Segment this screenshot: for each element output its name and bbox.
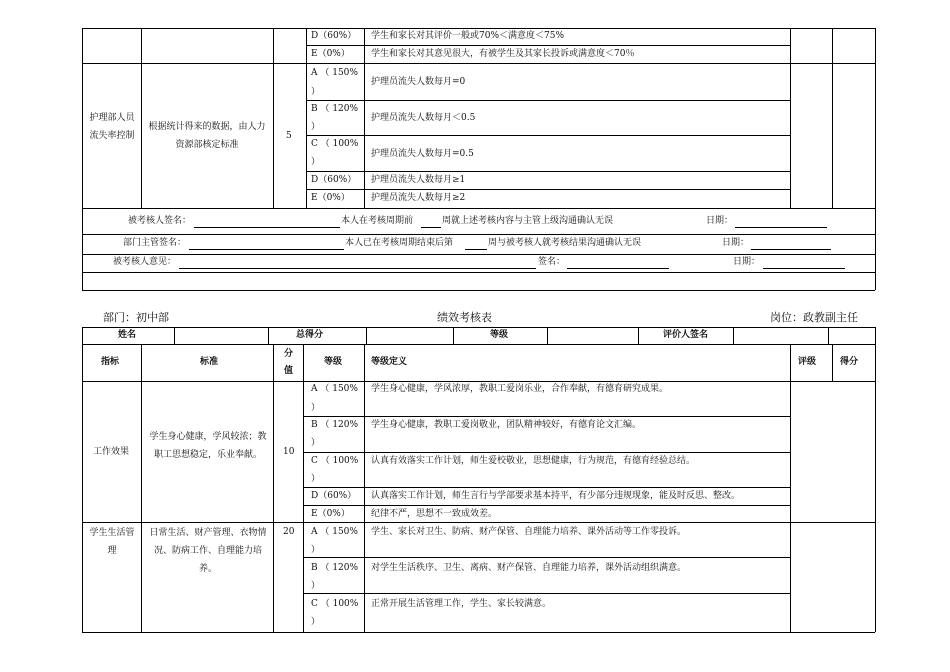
col-standard: 标准	[200, 357, 219, 367]
grade-definition: 认真有效落实工作计划，师生爱校敬业，思想健康，行为规范，有德育经验总结。	[371, 456, 696, 466]
date-label: 日期：	[722, 238, 750, 248]
supervisor-signature-label: 部门主管签名：	[123, 238, 187, 248]
grade-label: D（60%）	[311, 491, 357, 501]
grade-label: D（60%）	[311, 175, 357, 185]
appraisee-signature-label: 被考核人签名：	[128, 216, 192, 226]
grade-label: C （ 100%	[311, 139, 359, 149]
grade-definition: 护理员流失人数每月＜0.5	[371, 113, 476, 123]
grade-label: A （ 150%	[311, 527, 358, 537]
standard-cell: 日常生活、财产管理、衣物情况、防病工作、自理能力培养。	[149, 528, 267, 574]
grade-definition: 学生身心健康，学风浓厚，教职工爱岗乐业，合作奉献，有德育研究成果。	[371, 384, 669, 394]
date-label: 日期：	[706, 216, 734, 226]
total-score-header: 总得分	[296, 330, 324, 340]
weeks-blank[interactable]	[465, 249, 487, 250]
grade-definition: 正常开展生活管理工作，学生、家长较满意。	[371, 599, 552, 609]
col-indicator: 指标	[101, 357, 120, 367]
grade-definition: 护理员流失人数每月=0	[371, 77, 466, 87]
grade-label: E（0%）	[311, 193, 350, 203]
col-grade: 等级	[324, 357, 343, 367]
col-points: 得分	[840, 357, 859, 367]
signature-statement-cont: 周与被考核人就考核结果沟通确认无误	[488, 238, 642, 248]
opinion-blank[interactable]	[179, 268, 536, 269]
grade-definition: 护理员流失人数每月≥1	[371, 175, 466, 185]
weeks-blank[interactable]	[421, 227, 441, 228]
col-rating: 评级	[798, 357, 817, 367]
grade-label-close: ）	[311, 545, 321, 555]
grade-definition: 学生身心健康，教职工爱岗敬业，团队精神较好，有德育论文汇编。	[371, 420, 642, 430]
date-blank[interactable]	[751, 249, 831, 250]
grade-label: C （ 100%	[311, 599, 359, 609]
date-blank[interactable]	[763, 268, 845, 269]
score-cell: 20	[283, 527, 295, 537]
grade-definition: 认真落实工作计划，师生言行与学部要求基本持平，有少部分违规现象，能及时反思、整改。	[371, 491, 741, 501]
grade-label: E（0%）	[311, 49, 350, 59]
grade-label: C （ 100%	[311, 456, 359, 466]
date-label: 日期：	[733, 257, 761, 267]
score-cell: 10	[283, 447, 295, 457]
signature-blank[interactable]	[189, 249, 344, 250]
col-score: 分	[284, 349, 294, 359]
grade-definition: 护理员流失人数每月=0.5	[371, 149, 474, 159]
post-label: 岗位：政教副主任	[770, 311, 858, 324]
grade-label-close: ）	[311, 617, 321, 627]
grade-label: E（0%）	[311, 509, 350, 519]
col-score-2: 值	[284, 366, 294, 376]
grade-label-close: ）	[311, 438, 321, 448]
form-title: 绩效考核表	[437, 311, 492, 324]
name-header: 姓名	[118, 330, 137, 340]
grade-definition: 护理员流失人数每月≥2	[371, 193, 466, 203]
signature-statement: 本人在考核周期前	[341, 216, 414, 226]
indicator-cell: 工作效果	[93, 447, 130, 457]
grade-definition: 学生和家长对其意见很大，有被学生及其家长投诉或满意度＜70％	[371, 49, 635, 59]
grade-label: B （ 120%	[311, 563, 359, 573]
grade-label-close: ）	[311, 157, 321, 167]
grade-label: B （ 120%	[311, 104, 359, 114]
grade-definition: 学生、家长对卫生、防病、财产保管、自理能力培养、课外活动等工作零投诉。	[371, 527, 687, 537]
score-cell: 5	[286, 131, 292, 141]
grade-definition: 对学生生活秩序、卫生、离病、财产保管、自理能力培养，课外活动组织满意。	[371, 563, 687, 573]
indicator-cell: 学生生活管理	[89, 528, 135, 556]
signature-label: 签名：	[538, 257, 566, 267]
grade-label-close: ）	[311, 403, 321, 413]
grade-label: A （ 150%	[311, 68, 358, 78]
grade-label-close: ）	[311, 122, 321, 132]
date-blank[interactable]	[735, 227, 827, 228]
indicator-cell: 护理部人员流失率控制	[89, 113, 135, 141]
grade-label: A （ 150%	[311, 384, 358, 394]
standard-cell: 根据统计得来的数据，由人力资源部核定标准	[148, 122, 266, 150]
grade-label-close: ）	[311, 474, 321, 484]
grade-label-close: ）	[311, 87, 321, 97]
signature-statement-cont: 周就上述考核内容与主管上级沟通确认无误	[442, 216, 614, 226]
signature-blank[interactable]	[567, 268, 669, 269]
signature-statement: 本人已在考核周期结束后第	[345, 238, 454, 248]
standard-cell: 学生身心健康，学风较浓；教职工思想稳定，乐业奉献。	[149, 432, 267, 460]
signature-blank[interactable]	[194, 227, 340, 228]
grade-label-close: ）	[311, 581, 321, 591]
department-label: 部门：初中部	[103, 311, 169, 324]
grade-label: D（60%）	[311, 31, 357, 41]
grade-definition: 学生和家长对其评价一般或70%＜满意度＜75%	[371, 31, 565, 41]
evaluator-signature-header: 评价人签名	[663, 330, 709, 340]
col-grade-definition: 等级定义	[371, 357, 408, 367]
grade-definition: 纪律不严，思想不一致成效差。	[371, 509, 498, 519]
appraisee-opinion-label: 被考核人意见：	[113, 257, 177, 267]
level-header: 等级	[490, 330, 509, 340]
grade-label: B （ 120%	[311, 420, 359, 430]
